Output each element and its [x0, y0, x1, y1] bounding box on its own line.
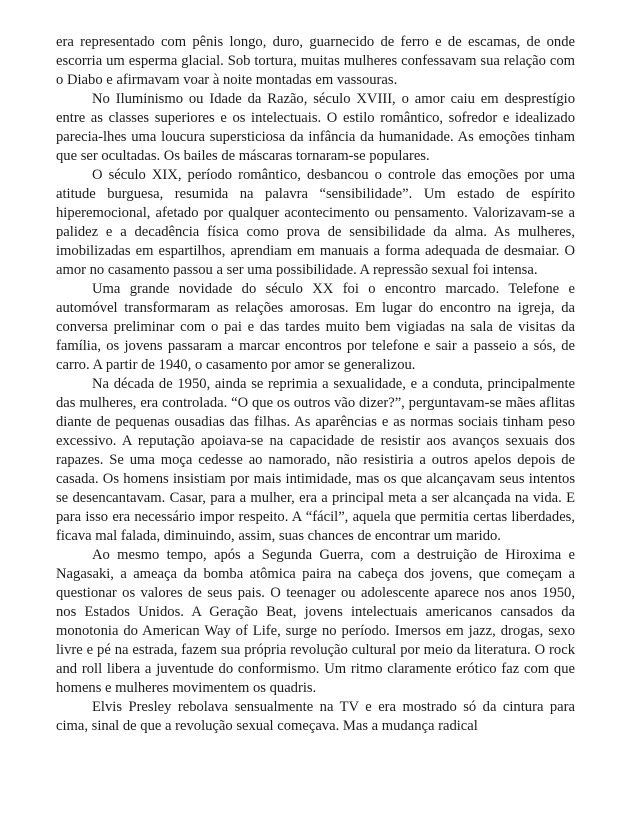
paragraph-enlightenment: No Iluminismo ou Idade da Razão, século XVIII, o amor caiu em desprestígio entre as classes superiores e os intelectuais. O estilo romântico, sofredor e idealizado parecia-lhes uma loucura supersticiosa da infância da humanidade. As emoções tinham que ser ocultadas. Os bailes de máscaras tornaram-se populares. [56, 91, 575, 164]
paragraph-elvis: Elvis Presley rebolava sensualmente na TV e era mostrado só da cintura para cima, sinal de que a revolução sexual começava. Mas a mudança radical [56, 699, 575, 734]
book-page [56, 33, 575, 736]
paragraph-nineteenth-century: O século XIX, período romântico, desbancou o controle das emoções por uma atitude burguesa, resumida na palavra “sensibilidade”. Um estado de espírito hiperemocional, afetado por qualquer acontecimento ou pensamento. Valorizavam-se a palidez e a decadência física como prova de sensibilidade da alma. As mulheres, imobilizadas em espartilhos, aprendiam em manuais a forma adequada de desmaiar. O amor no casamento passou a ser uma possibilidade. A repressão sexual foi intensa. [56, 167, 575, 278]
paragraph-1950s: Na década de 1950, ainda se reprimia a sexualidade, e a conduta, principalmente das mulheres, era controlada. “O que os outros vão dizer?”, perguntavam-se mães aflitas diante de pequenas ousadias das filhas. As aparências e as normas sociais tinham peso excessivo. A reputação apoiava-se na capacidade de resistir aos avanços sexuais dos rapazes. Se uma moça cedesse ao namorado, não resistiria a outros apelos depois de casada. Os homens insistiam por mais intimidade, mas os que alcançavam seus intentos se desencantavam. Casar, para a mulher, era a principal meta a ser alcançada na vida. E para isso era necessário impor respeito. A “fácil”, aquela que permitia certas liberdades, ficava mal falada, diminuindo, assim, suas chances de encontrar um marido. [56, 376, 575, 544]
paragraph-twentieth-century: Uma grande novidade do século XX foi o encontro marcado. Telefone e automóvel transformaram as relações amorosas. Em lugar do encontro na igreja, da conversa preliminar com o pai e das tardes muito bem vigiadas na sala de visitas da família, os jovens passaram a marcar encontros por telefone e sair a passeio a sós, de carro. A partir de 1940, o casamento por amor se generalizou. [56, 281, 575, 373]
paragraph-witchcraft-continuation: era representado com pênis longo, duro, guarnecido de ferro e de escamas, de onde escorria um esperma glacial. Sob tortura, muitas mulheres confessavam sua relação com o Diabo e afirmavam voar à noite montadas em vassouras. [56, 34, 575, 88]
paragraph-post-war: Ao mesmo tempo, após a Segunda Guerra, com a destruição de Hiroxima e Nagasaki, a ameaça da bomba atômica paira na cabeça dos jovens, que começam a questionar os valores de seus pais. O teenager ou adolescente aparece nos anos 1950, nos Estados Unidos. A Geração Beat, jovens intelectuais americanos cansados da monotonia do American Way of Life, surge no período. Imersos em jazz, drogas, sexo livre e pé na estrada, fazem sua própria revolução cultural por meio da literatura. O rock and roll libera a juventude do conformismo. Um ritmo claramente erótico faz com que homens e mulheres movimentem os quadris. [56, 547, 575, 696]
